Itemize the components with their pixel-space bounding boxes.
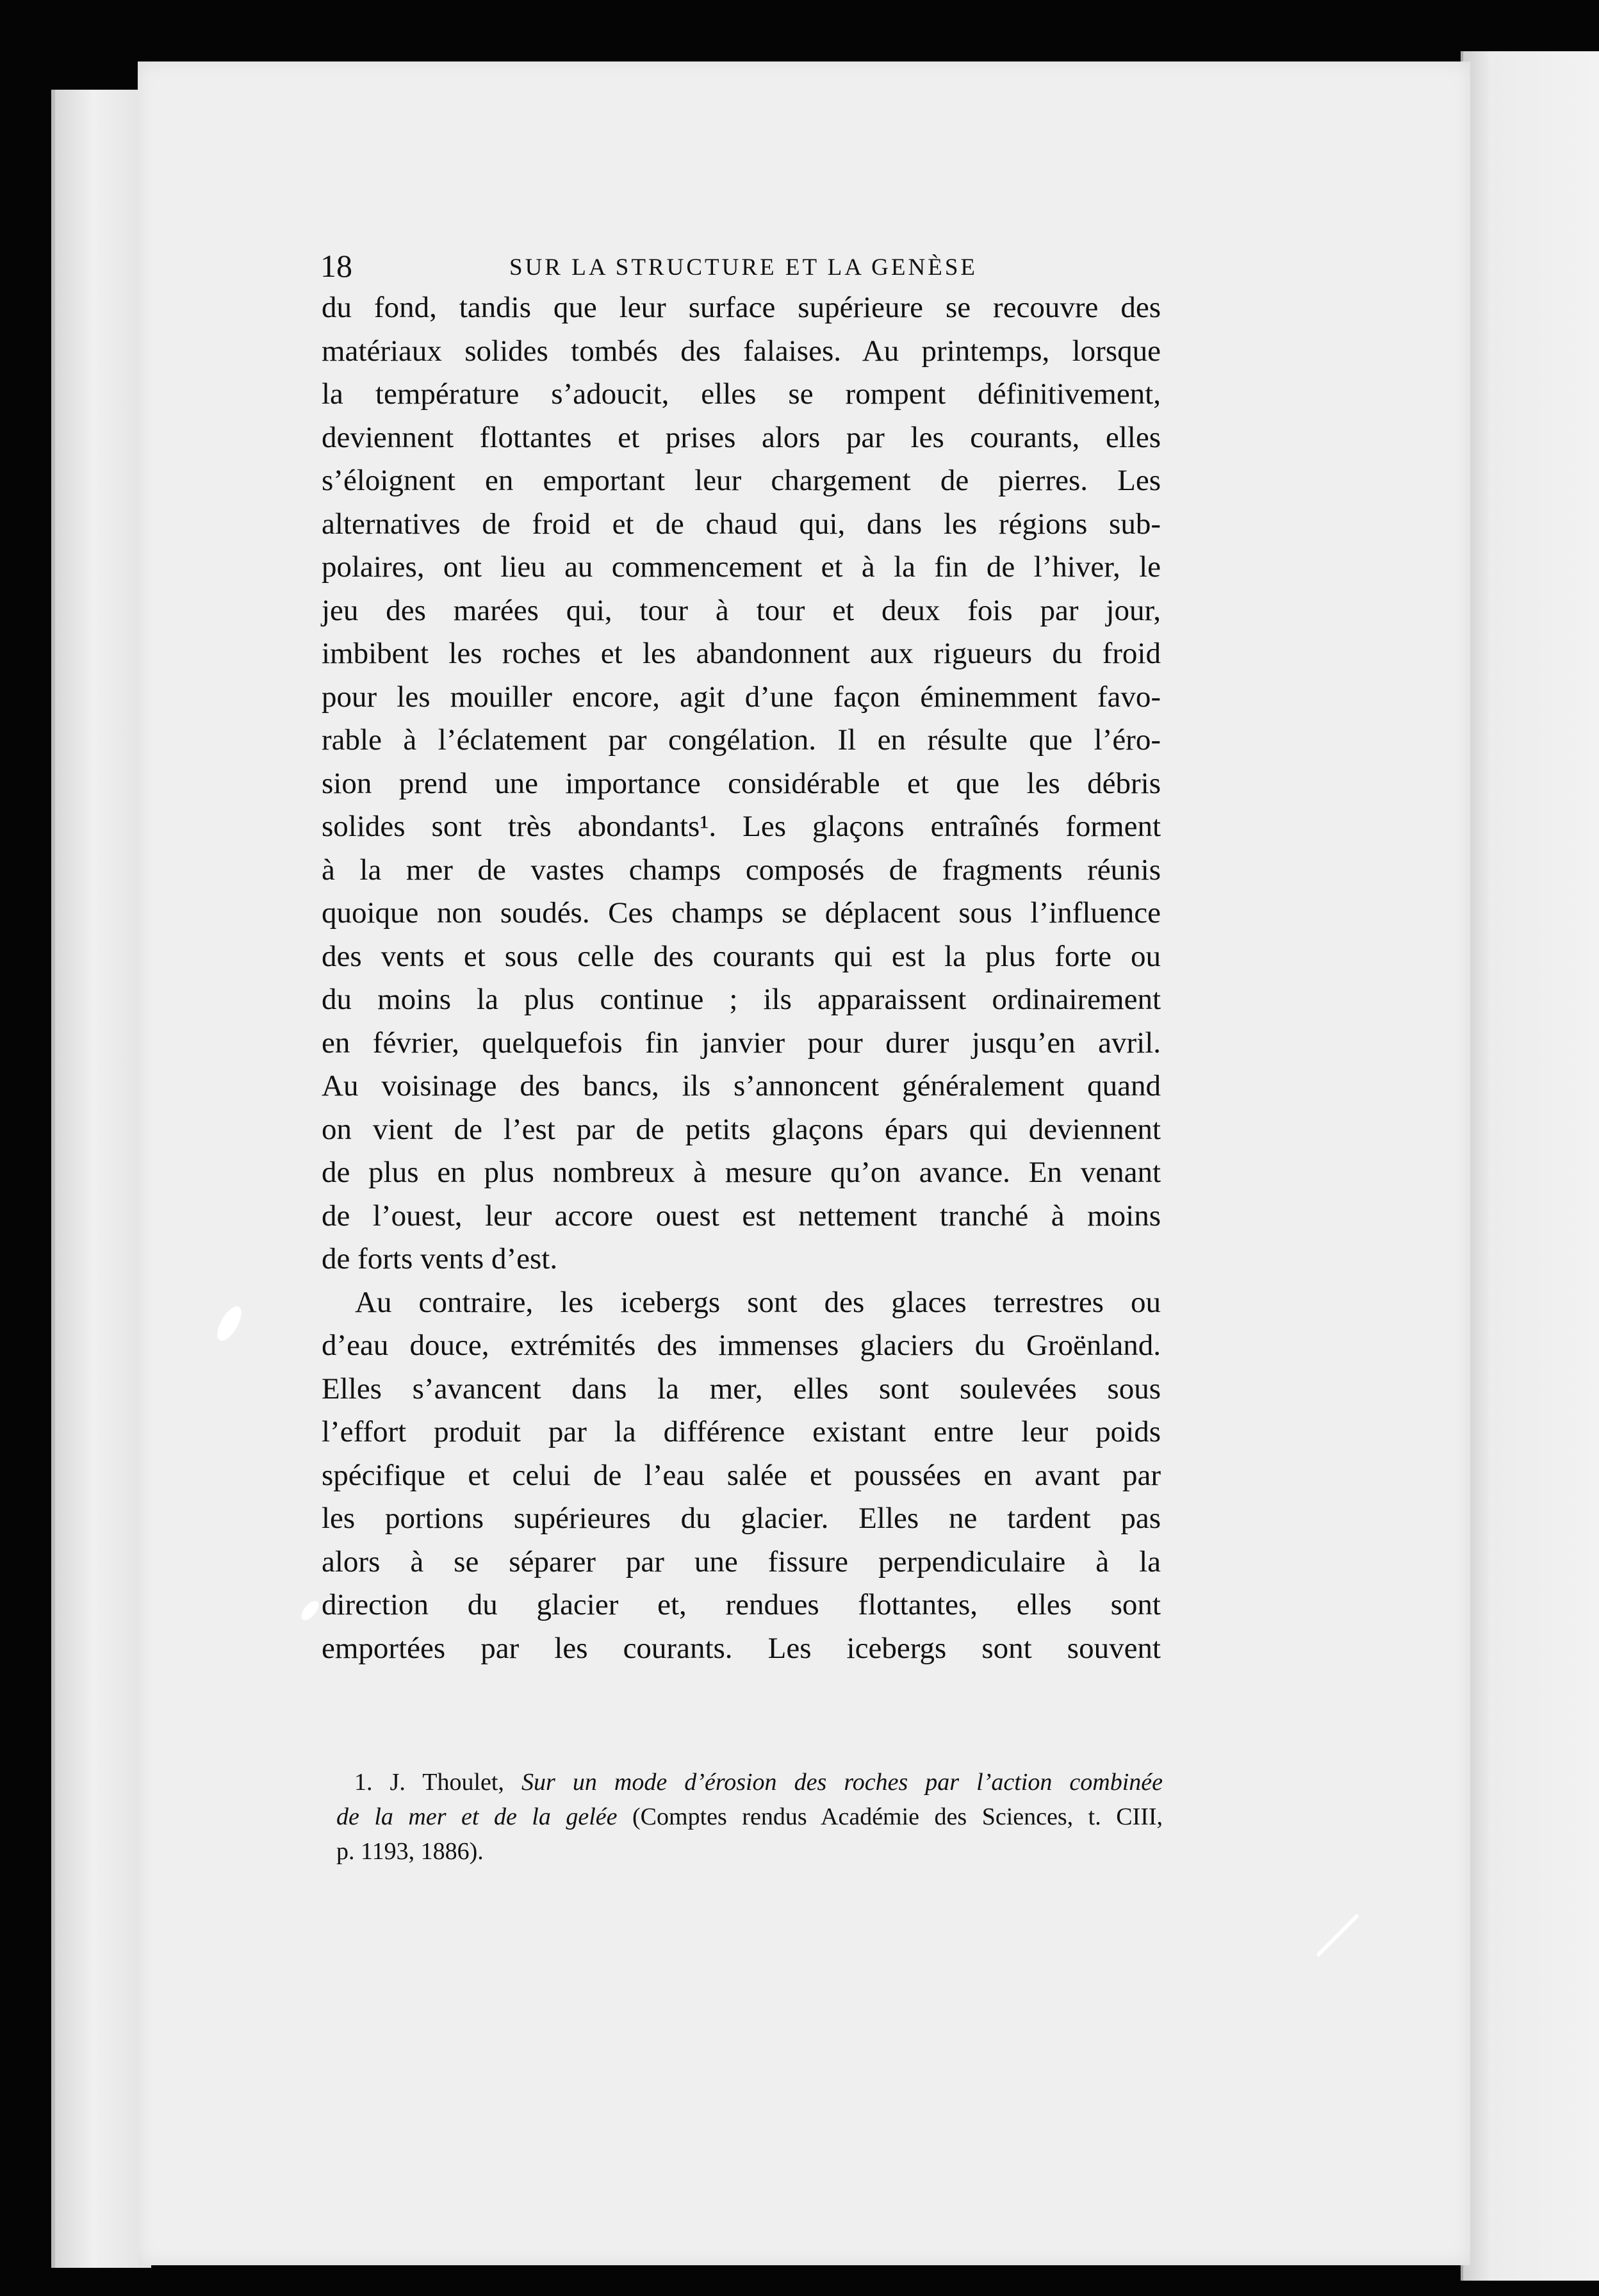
- text-line: spécifique et celui de l’eau salée et poussées en avant par: [322, 1458, 1161, 1492]
- text-line: de l’ouest, leur accore ouest est nettement tranché à moins: [322, 1199, 1161, 1233]
- text-line: alors à se séparer par une fissure perpendiculaire à la: [322, 1545, 1161, 1578]
- footnote: [336, 1765, 1163, 1869]
- running-title: SUR LA STRUCTURE ET LA GENÈSE: [509, 254, 978, 281]
- paragraph-start-line: Au contraire, les icebergs sont des glaces terrestres ou: [355, 1285, 1161, 1319]
- text-line: solides sont très abondants¹. Les glaçons entraînés forment: [322, 810, 1161, 843]
- text-line: quoique non soudés. Ces champs se déplacent sous l’influence: [322, 896, 1161, 930]
- text-line: jeu des marées qui, tour à tour et deux fois par jour,: [322, 593, 1161, 627]
- body-text: [322, 286, 1161, 1670]
- footnote-title-italic: de la mer et de la gelée: [336, 1803, 618, 1830]
- text-line: sion prend une importance considérable et que les débris: [322, 766, 1161, 800]
- paper-speck: [299, 1598, 322, 1623]
- footnote-title-italic: Sur un mode d’érosion des roches par l’action combinée: [521, 1769, 1163, 1796]
- text-line: Au voisinage des bancs, ils s’annoncent généralement quand: [322, 1069, 1161, 1103]
- text-line: on vient de l’est par de petits glaçons épars qui deviennent: [322, 1112, 1161, 1146]
- footnote-line: [336, 1765, 1163, 1800]
- text-line: rable à l’éclatement par congélation. Il en résulte que l’éro-: [322, 723, 1161, 757]
- text-line: de plus en plus nombreux à mesure qu’on avance. En venant: [322, 1156, 1161, 1189]
- book-board-left-edge: [51, 90, 151, 2268]
- text-line: à la mer de vastes champs composés de fragments réunis: [322, 853, 1161, 887]
- footnote-reference: (Comptes rendus Académie des Sciences, t. CIII,: [617, 1803, 1163, 1830]
- footnote-line: [336, 1800, 1163, 1834]
- text-line: pour les mouiller encore, agit d’une façon éminemment favo-: [322, 680, 1161, 714]
- text-line: du fond, tandis que leur surface supérieure se recouvre des: [322, 291, 1161, 324]
- page-number: 18: [320, 248, 352, 284]
- footnote-marker: 1. J. Thoulet,: [354, 1769, 504, 1796]
- text-line: les portions supérieures du glacier. Elles ne tardent pas: [322, 1502, 1161, 1535]
- footnote-line: p. 1193, 1886).: [336, 1838, 484, 1865]
- text-line: polaires, ont lieu au commencement et à la fin de l’hiver, le: [322, 550, 1161, 584]
- text-line: emportées par les courants. Les icebergs sont souvent: [322, 1631, 1161, 1665]
- paper-speck: [213, 1303, 247, 1345]
- text-line: d’eau douce, extrémités des immenses glaciers du Groënland.: [322, 1329, 1161, 1362]
- running-head: [320, 240, 1160, 291]
- text-line: la température s’adoucit, elles se rompent définitivement,: [322, 377, 1161, 411]
- text-line: des vents et sous celle des courants qui est la plus forte ou: [322, 939, 1161, 973]
- paper-speck: [1316, 1914, 1359, 1957]
- paragraph-end-line: de forts vents d’est.: [322, 1242, 558, 1275]
- adjacent-page-edge: [1461, 51, 1599, 2281]
- text-line: en février, quelquefois fin janvier pour durer jusqu’en avril.: [322, 1026, 1161, 1060]
- text-line: direction du glacier et, rendues flottantes, elles sont: [322, 1588, 1161, 1621]
- text-line: alternatives de froid et de chaud qui, dans les régions sub-: [322, 507, 1161, 541]
- text-line: l’effort produit par la différence existant entre leur poids: [322, 1415, 1161, 1448]
- text-line: imbibent les roches et les abandonnent aux rigueurs du froid: [322, 637, 1161, 670]
- text-line: deviennent flottantes et prises alors par les courants, elles: [322, 420, 1161, 454]
- text-line: matériaux solides tombés des falaises. Au printemps, lorsque: [322, 334, 1161, 368]
- text-line: du moins la plus continue ; ils apparaissent ordinairement: [322, 983, 1161, 1016]
- text-line: Elles s’avancent dans la mer, elles sont soulevées sous: [322, 1372, 1161, 1406]
- text-line: s’éloignent en emportant leur chargement de pierres. Les: [322, 464, 1161, 497]
